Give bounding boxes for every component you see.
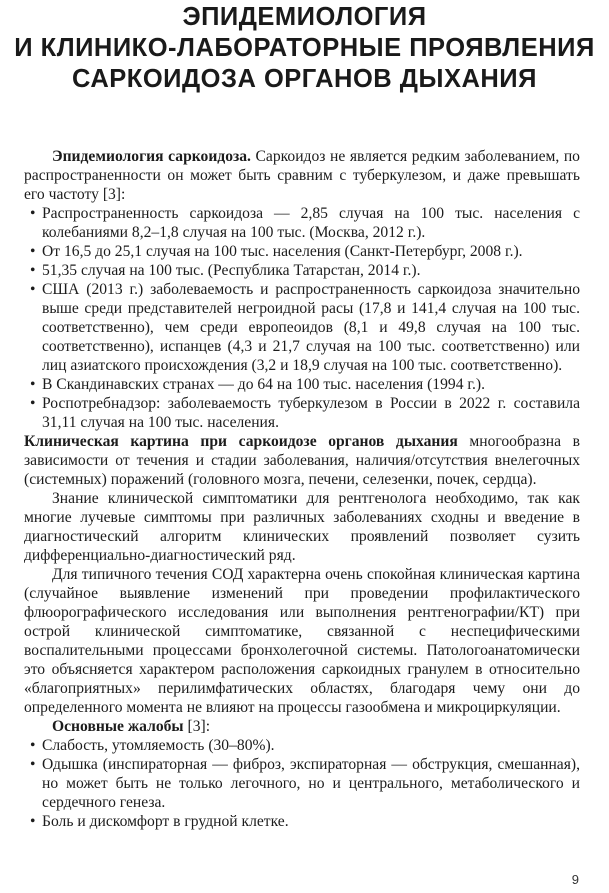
knowledge-paragraph: Знание клинической симптоматики для рентгенолога необходимо, так как многие лучевые симптомы при различных заболеваниях сходны и введение в диагностический алгоритм клинических проявлений позволяет сузить дифференциально-диагностический ряд. <box>24 490 580 564</box>
body-text <box>24 147 580 831</box>
typical-course-paragraph: Для типичного течения СОД характерна очень спокойная клиническая картина (случайное выявление изменений при проведении профилактического флюорографического исследования или выполнения рентгенографии/КТ) при острой клинической симптоматике, связанной с неспецифическими воспалительными процессами бронхолегочной системы. Патологоанатомически это объясняется характером расположения саркоидных гранулем в относительно «благоприятных» перилимфатических областях, благодаря чему они до определенного момента не влияют на процессы газообмена и микроциркуляции. <box>24 566 580 716</box>
chapter-title-line-3: САРКОИДОЗА ОРГАНОВ ДЫХАНИЯ <box>72 65 537 93</box>
epidemiology-list <box>24 204 580 432</box>
complaints-paragraph <box>24 717 580 736</box>
clinical-paragraph <box>24 432 580 489</box>
epidemiology-paragraph <box>24 147 580 204</box>
list-item: • Одышка (инспираторная — фиброз, экспираторная — обструкция, смешанная), но может быть не только легочного, но и центрального, метаболического и сердечного генеза. <box>24 755 580 812</box>
complaints-heading: Основные жалобы <box>52 718 184 735</box>
page-number: 9 <box>571 872 579 887</box>
chapter-title-line-1: ЭПИДЕМИОЛОГИЯ <box>182 3 427 31</box>
list-item: • Распространенность саркоидоза — 2,85 случая на 100 тыс. населения с колебаниями 8,2–1,8 случая на 100 тыс. (Москва, 2012 г.). <box>24 204 580 242</box>
list-item: • США (2013 г.) заболеваемость и распространенность саркоидоза значительно выше среди представителей негроидной расы (17,8 и 141,4 случая на 100 тыс. соответственно), чем среди европеоидов (8,1 и 49,8 случая на 100 тыс. соответственно), испанцев (4,3 и 21,7 случая на 100 тыс. соответственно) или лиц азиатского происхождения (3,2 и 18,9 случая на 100 тыс. соответственно). <box>24 280 580 375</box>
list-item: • 51,35 случая на 100 тыс. (Республика Татарстан, 2014 г.). <box>24 261 580 280</box>
epidemiology-text: Саркоидоз не является редким заболеванием, по распространенности он может быть сравним с туберкулезом, и даже превышать его частоту [3]: <box>24 148 580 203</box>
list-item: • Боль и дискомфорт в грудной клетке. <box>24 812 580 831</box>
complaints-ref: [3]: <box>183 718 211 735</box>
chapter-title <box>0 2 609 95</box>
list-item: • Слабость, утомляемость (30–80%). <box>24 736 580 755</box>
clinical-text: многообразна в зависимости от течения и стадии заболевания, наличия/отсутствия внелегочных (системных) поражений (головного мозга, печени, селезенки, почек, сердца). <box>24 433 580 488</box>
chapter-title-line-2: И КЛИНИКО-ЛАБОРАТОРНЫЕ ПРОЯВЛЕНИЯ <box>14 34 595 62</box>
list-item: • В Скандинавских странах — до 64 на 100 тыс. населения (1994 г.). <box>24 375 580 394</box>
epidemiology-heading: Эпидемиология саркоидоза. <box>52 148 251 165</box>
complaints-list <box>24 736 580 831</box>
list-item: • От 16,5 до 25,1 случая на 100 тыс. населения (Санкт-Петербург, 2008 г.). <box>24 242 580 261</box>
clinical-heading: Клиническая картина при саркоидозе органов дыхания <box>24 433 458 450</box>
list-item: • Роспотребнадзор: заболеваемость туберкулезом в России в 2022 г. составила 31,11 случая на 100 тыс. населения. <box>24 394 580 432</box>
